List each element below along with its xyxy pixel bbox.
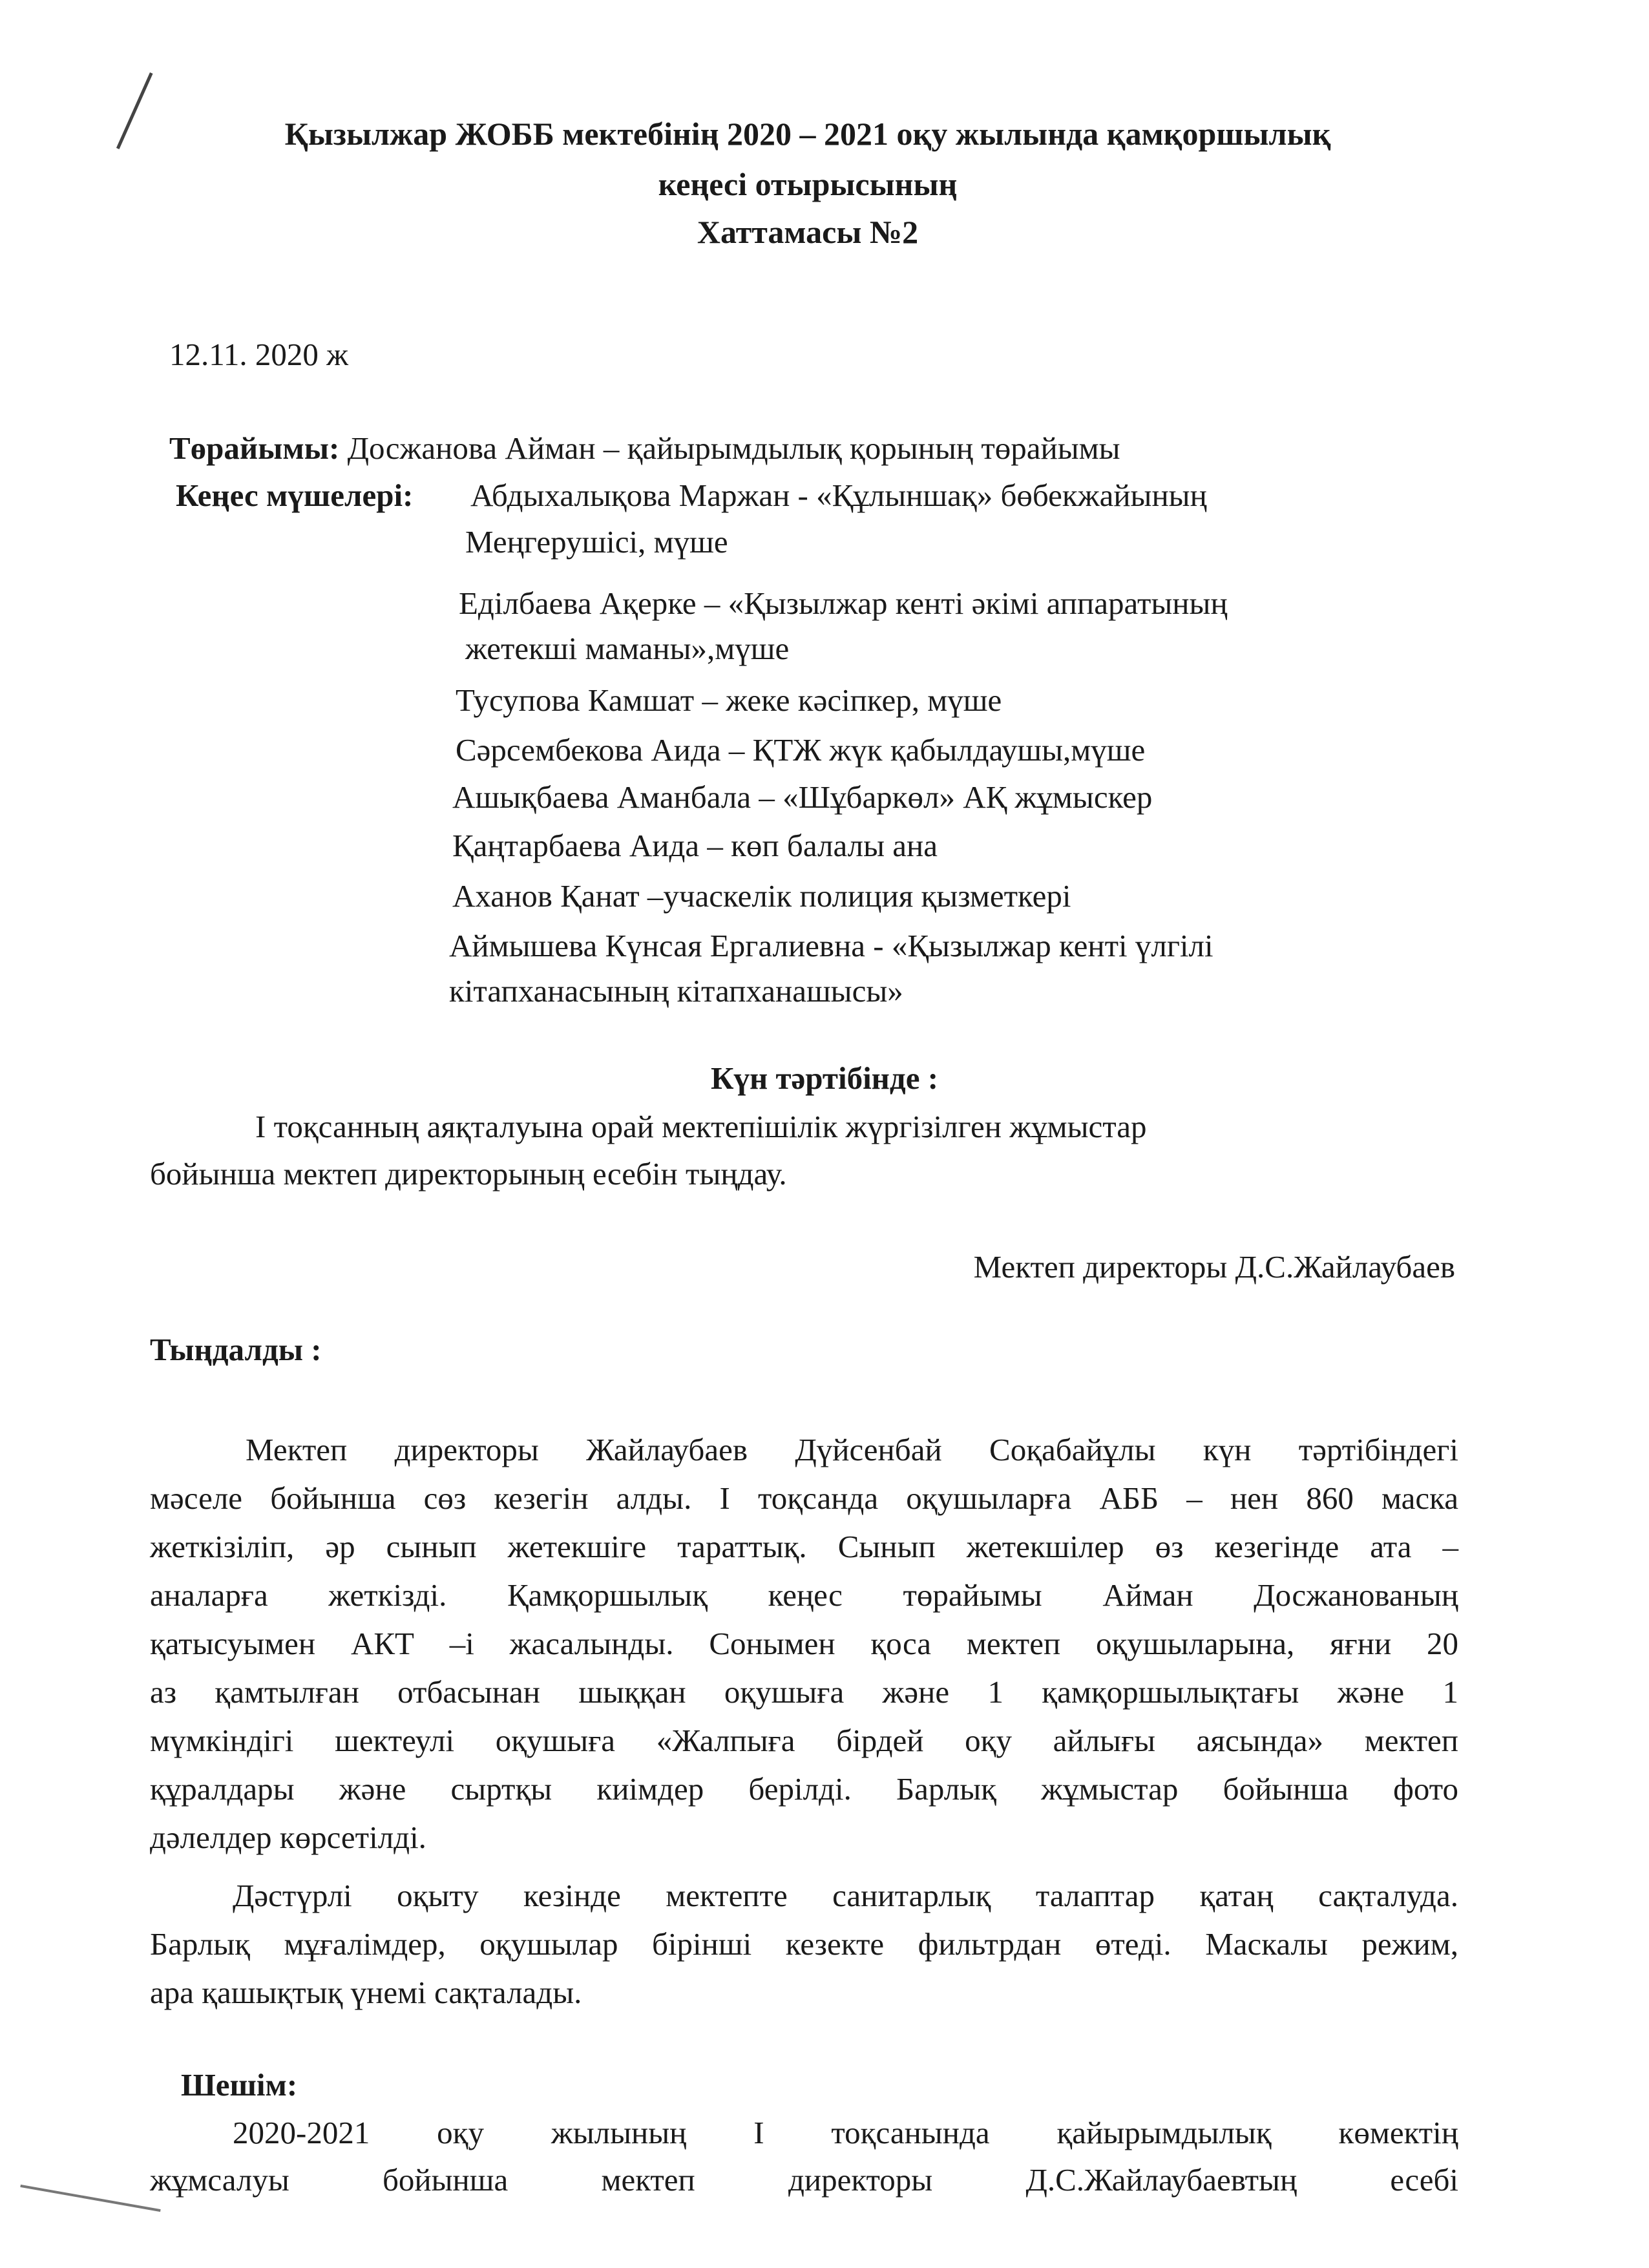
chair-row (169, 430, 1120, 467)
agenda-line: бойынша мектеп директорының есебін тыңдау. (150, 1156, 787, 1192)
member-line: Аханов Қанат –учаскелік полиция қызметкері (452, 878, 1071, 914)
member-line: Тусупова Камшат – жеке кәсіпкер, мүше (456, 682, 1002, 718)
meeting-date: 12.11. 2020 ж (169, 337, 349, 372)
member-line: Меңгерушісі, мүше (465, 524, 728, 560)
heard-paragraph-line: мәселе бойынша сөз кезегін алды. І тоқсанда оқушыларға АББ – нен 860 маска (150, 1480, 1458, 1516)
member-line: Сәрсембекова Аида – ҚТЖ жүк қабылдаушы,мүше (456, 732, 1146, 768)
member-line: Аймышева Күнсая Ергалиевна - «Қызылжар кенті үлгілі (449, 928, 1213, 963)
heard-paragraph-line: қатысуымен АКТ –і жасалынды. Сонымен қоса мектеп оқушыларына, яғни 20 (150, 1626, 1458, 1661)
heard-paragraph-line: ара қашықтық үнемі сақталады. (150, 1975, 582, 2010)
document-title-line-1: Қызылжар ЖОББ мектебінің 2020 – 2021 оқу жылында қамқоршылық (284, 116, 1331, 152)
member-line: Абдыхалықова Маржан - «Құлыншақ» бөбекжайының (470, 478, 1207, 513)
member-line: жетекші маманы»,мүше (465, 631, 790, 666)
agenda-speaker: Мектеп директоры Д.С.Жайлаубаев (973, 1249, 1455, 1285)
agenda-heading: Күн тәртібінде : (710, 1060, 939, 1096)
member-line: Еділбаева Ақерке – «Қызылжар кенті әкімі аппаратының (459, 585, 1228, 621)
page-edge-mark (20, 2185, 160, 2212)
member-line: Қаңтарбаева Аида – көп балалы ана (452, 828, 938, 863)
decision-heading: Шешім: (181, 2067, 298, 2103)
heard-paragraph-line: дәлелдер көрсетілді. (150, 1820, 426, 1855)
heard-paragraph-line: құралдары және сыртқы киімдер берілді. Барлық жұмыстар бойынша фото (150, 1771, 1458, 1807)
agenda-line: І тоқсанның аяқталуына орай мектепішілік жүргізілген жұмыстар (255, 1109, 1147, 1144)
members-label: Кеңес мүшелері: (176, 478, 414, 513)
chair-value: Досжанова Айман – қайырымдылық қорының төрайымы (347, 430, 1120, 466)
decision-line: жұмсалуы бойынша мектеп директоры Д.С.Жайлаубаевтың есебі (150, 2162, 1458, 2198)
heard-paragraph-line: аз қамтылған отбасынан шыққан оқушыға және 1 қамқоршылықтағы және 1 (150, 1674, 1458, 1710)
heard-paragraph-line: Дәстүрлі оқыту кезінде мектепте санитарлық талаптар қатаң сақталуда. (233, 1878, 1458, 1913)
heard-paragraph-line: Барлық мұғалімдер, оқушылар бірінші кезекте фильтрдан өтеді. Маскалы режим, (150, 1926, 1458, 1962)
heard-paragraph-line: мүмкіндігі шектеулі оқушыға «Жалпыға бірдей оқу айлығы аясында» мектеп (150, 1723, 1458, 1758)
heard-paragraph-line: Мектеп директоры Жайлаубаев Дүйсенбай Соқабайұлы күн тәртібіндегі (246, 1432, 1458, 1467)
heard-paragraph-line: аналарға жеткізді. Қамқоршылық кеңес төрайымы Айман Досжанованың (150, 1577, 1458, 1613)
heard-paragraph-line: жеткізіліп, әр сынып жетекшіге тараттық. Сынып жетекшілер өз кезегінде ата – (150, 1529, 1458, 1564)
heard-heading: Тыңдалды : (150, 1332, 322, 1367)
decision-line: 2020-2021 оқу жылының І тоқсанында қайырымдылық көмектің (233, 2115, 1458, 2150)
member-line: кітапханасының кітапханашысы» (449, 973, 903, 1009)
member-line: Ашықбаева Аманбала – «Шұбаркөл» АҚ жұмыскер (452, 779, 1153, 815)
document-title-line-3: Хаттамасы №2 (697, 214, 919, 250)
document-title-line-2: кеңесі отырысының (658, 166, 958, 202)
chair-label: Төрайымы: (169, 430, 340, 466)
